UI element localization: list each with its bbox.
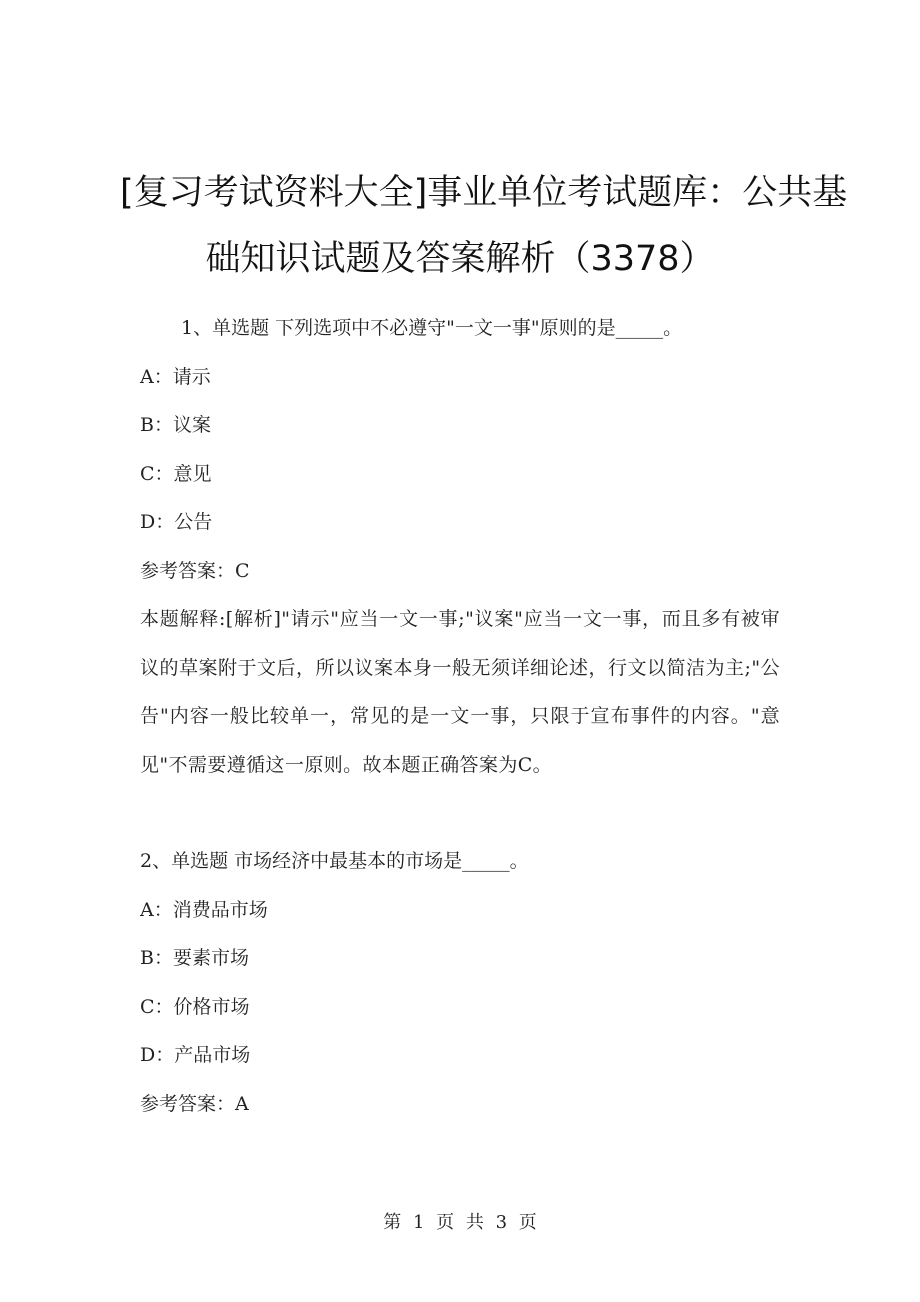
question-divider-space <box>140 789 780 837</box>
option-d: D：公告 <box>140 511 213 533</box>
reference-answer: 参考答案：C <box>140 559 250 582</box>
question-1 <box>140 304 780 789</box>
page-title <box>120 160 848 292</box>
option-a: A：消费品市场 <box>140 898 268 921</box>
question-stem: 2、单选题 市场经济中最基本的市场是_____。 <box>140 850 529 872</box>
option-c: C：价格市场 <box>140 995 250 1018</box>
question-stem: 1、单选题 下列选项中不必遵守"一文一事"原则的是_____。 <box>181 317 683 339</box>
option-c: C：意见 <box>140 462 212 485</box>
reference-answer: 参考答案：A <box>140 1092 249 1115</box>
option-b: B：要素市场 <box>140 947 249 969</box>
option-a: A：请示 <box>140 365 211 388</box>
answer-explanation: 本题解释:[解析]"请示"应当一文一事;"议案"应当一文一事，而且多有被审议的草案附于文后，所以议案本身一般无须详细论述，行文以简洁为主;"公告"内容一般比较单一，常见的是一文一事，只限于宣布事件的内容。"意见"不需要遵循这一原则。故本题正确答案为C。 <box>140 608 780 776</box>
document-body <box>140 304 780 1128</box>
option-b: B：议案 <box>140 414 211 436</box>
title-line-1: [复习考试资料大全]事业单位考试题库：公共基 <box>120 173 848 213</box>
question-2 <box>140 837 780 1128</box>
option-d: D：产品市场 <box>140 1044 251 1066</box>
page-number-footer: 第 1 页 共 3 页 <box>383 1212 537 1233</box>
title-line-2: 础知识试题及答案解析（3378） <box>205 239 715 279</box>
